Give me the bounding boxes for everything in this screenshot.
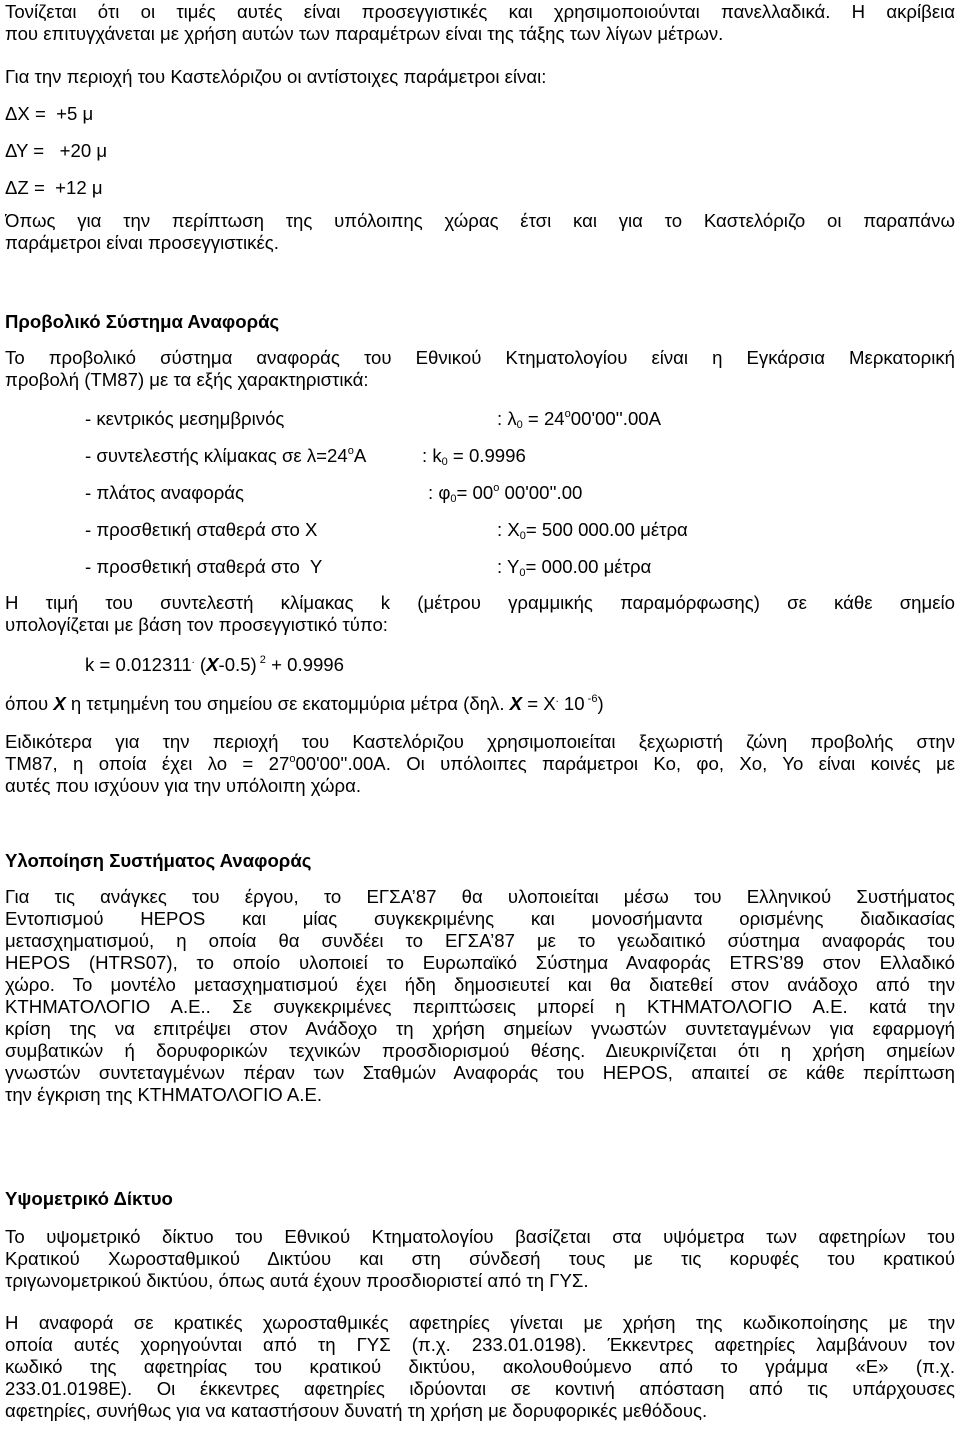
intro-paragraph-1 (5, 1, 955, 45)
text-line: Για την περιοχή του Καστελόριζου οι αντίστοιχες παράμετροι είναι: (5, 66, 547, 87)
delta-x (5, 103, 955, 125)
intro-paragraph-3 (5, 210, 955, 254)
implementation-paragraph (5, 886, 955, 1106)
param-label: - κεντρικός μεσημβρινός (85, 408, 285, 429)
text-line: που επιτυγχάνεται με χρήση αυτών των παραμέτρων είναι της τάξης των λίγων μέτρων. (5, 23, 724, 44)
section-heading-implementation: Υλοποίηση Συστήματος Αναφοράς (5, 850, 312, 871)
delta-z-value: ΔΖ = +12 μ (5, 177, 103, 198)
param-label: - προσθετική σταθερά στο Υ (85, 556, 323, 577)
delta-y (5, 140, 955, 162)
intro-paragraph-2 (5, 66, 955, 88)
text-line: Το προβολικό σύστημα αναφοράς του Εθνικού Κτηματολογίου είναι η Εγκάρσια Μερκατορική (5, 347, 955, 368)
delta-y-value: ΔΥ = +20 μ (5, 140, 108, 161)
text-line: Για τις ανάγκες του έργου, το ΕΓΣΑ’87 θα υλοποιείται μέσω του Ελληνικού Συστήματος (5, 886, 955, 907)
height-network-paragraph-2 (5, 1312, 955, 1422)
text-line: συμβατικών ή δορυφορικών τεχνικών προσδιορισμού θέσης. Διευκρινίζεται ότι η χρήση σημείων (5, 1040, 955, 1061)
param-label: - πλάτος αναφοράς (85, 482, 244, 503)
param-value: : $X_0= 500$ 000.00 μέτρα (497, 519, 688, 542)
height-network-paragraph-1 (5, 1226, 955, 1292)
text-line: την έγκριση της ΚΤΗΜΑΤΟΛΟΓΙΟ Α.Ε. (5, 1084, 323, 1105)
text-line: Εντοπισμού HEPOS και μίας συγκεκριμένης και μονοσήμαντα ορισμένης διαδικασίας (5, 908, 955, 929)
text-line: χώρο. Το μοντέλο μετασχηματισμού έχει ήδη δημοσιευτεί και θα διατεθεί στον ανάδοχο από την (5, 974, 955, 995)
text-line: μετασχηματισμού, η οποία θα συνδέει το ΕΓΣΑ’87 με το γεωδαιτικό σύστημα αναφοράς του (5, 930, 955, 951)
text-line: 233.01.0198Ε). Οι έκκεντρες αφετηρίες ιδρύονται σε κοντινή απόσταση από τις υπάρχουσες (5, 1378, 955, 1399)
text-line: παράμετροι είναι προσεγγιστικές. (5, 232, 279, 253)
section-heading-projection: Προβολικό Σύστημα Αναφοράς (5, 311, 280, 332)
text-line: προβολή (ΤΜ87) με τα εξής χαρακτηριστικά: (5, 369, 369, 390)
text-line: αφετηρίες, συνήθως για να καταστήσουν δυνατή τη χρήση με δορυφορικές μεθόδους. (5, 1400, 708, 1421)
text-line: ΚΤΗΜΑΤΟΛΟΓΙΟ Α.Ε.. Σε συγκεκριμένες περιπτώσεις μπορεί η ΚΤΗΜΑΤΟΛΟΓΙΟ Α.Ε. κατά την (5, 996, 955, 1017)
text-line: Κρατικού Χωροσταθμικού Δικτύου και στη σύνδεσή τους με τις κορυφές του κρατικού (5, 1248, 955, 1269)
text-line: υπολογίζεται με βάση τον προσεγγιστικό τύπο: (5, 614, 388, 635)
delta-z (5, 177, 955, 199)
scale-factor-paragraph (5, 592, 955, 636)
param-value: : $\lambda_0 = 24^o00'00''.00A$ (497, 408, 662, 431)
scale-factor-formula: k = 0.012311. (X-0.5) $^2$ + 0.9996 (85, 654, 344, 675)
projection-intro (5, 347, 955, 391)
formula-explanation: όπου X η τετμημένη του σημείου σε εκατομμύρια μέτρα (δηλ. X = X. 10 $^{-6}$) (5, 693, 604, 714)
text-line: Τονίζεται ότι οι τιμές αυτές είναι προσεγγιστικές και χρησιμοποιούνται πανελλαδικά. Η ακρίβεια (5, 1, 955, 22)
param-value: : $\Upsilon_0= 000.00$ μέτρα (497, 556, 652, 579)
text-line: Το υψομετρικό δίκτυο του Εθνικού Κτηματολογίου βασίζεται στα υψόμετρα των αφετηρίων του (5, 1226, 955, 1247)
delta-x-value: ΔΧ = +5 μ (5, 103, 94, 124)
text-line: οποία αυτές χορηγούνται από τη ΓΥΣ (π.χ. 233.01.0198). Έκκεντρες αφετηρίες λαμβάνουν τον (5, 1334, 955, 1355)
text-line: τριγωνομετρικού δικτύου, όπως αυτά έχουν προσδιοριστεί από τη ΓΥΣ. (5, 1270, 589, 1291)
text-line: αυτές που ισχύουν για την υπόλοιπη χώρα. (5, 775, 361, 796)
param-value: : $k_0 = 0.9996$ (422, 445, 526, 468)
text-line: Η αναφορά σε κρατικές χωροσταθμικές αφετηρίες γίνεται με χρήση της κωδικοποίησης με την (5, 1312, 955, 1333)
text-line: γνωστών συντεταγμένων πέραν των Σταθμών Αναφοράς του HEPOS, απαιτεί σε κάθε περίπτωση (5, 1062, 955, 1083)
text-line: Ειδικότερα για την περιοχή του Καστελόριζου χρησιμοποιείται ξεχωριστή ζώνη προβολής στην (5, 731, 955, 752)
param-value: : $\varphi_0= 00^o$ 00'00''.00 (428, 482, 583, 505)
param-label: - προσθετική σταθερά στο Χ (85, 519, 318, 540)
text-line: HEPOS (HTRS07), το οποίο υλοποιεί το Ευρωπαϊκό Σύστημα Αναφοράς ETRS’89 στον Ελλαδικό (5, 952, 955, 973)
param-label: - συντελεστής κλίμακας σε $\lambda=24^oA$ (85, 445, 367, 466)
text-line: Όπως για την περίπτωση της υπόλοιπης χώρας έτσι και για το Καστελόριζο οι παραπάνω (5, 210, 955, 231)
text-line: Η τιμή του συντελεστή κλίμακας k (μέτρου γραμμικής παραμόρφωσης) σε κάθε σημείο (5, 592, 955, 613)
text-line: κωδικό της αφετηρίας του κρατικού δικτύου, ακολουθούμενο από το γράμμα «Ε» (π.χ. (5, 1356, 955, 1377)
text-line: κρίση της να επιτρέψει στον Ανάδοχο τη χρήση σημείων γνωστών συντεταγμένων για εφαρμογή (5, 1018, 955, 1039)
kastelorizo-zone-paragraph (5, 731, 955, 797)
text-line: ΤΜ87, η οποία έχει $\lambda o = 27^o00'00''.00A$. Οι υπόλοιπες παράμετροι Κο, φο, Χο, Υο είναι κοινές με (5, 753, 955, 774)
section-heading-height-network: Υψομετρικό Δίκτυο (5, 1188, 173, 1209)
